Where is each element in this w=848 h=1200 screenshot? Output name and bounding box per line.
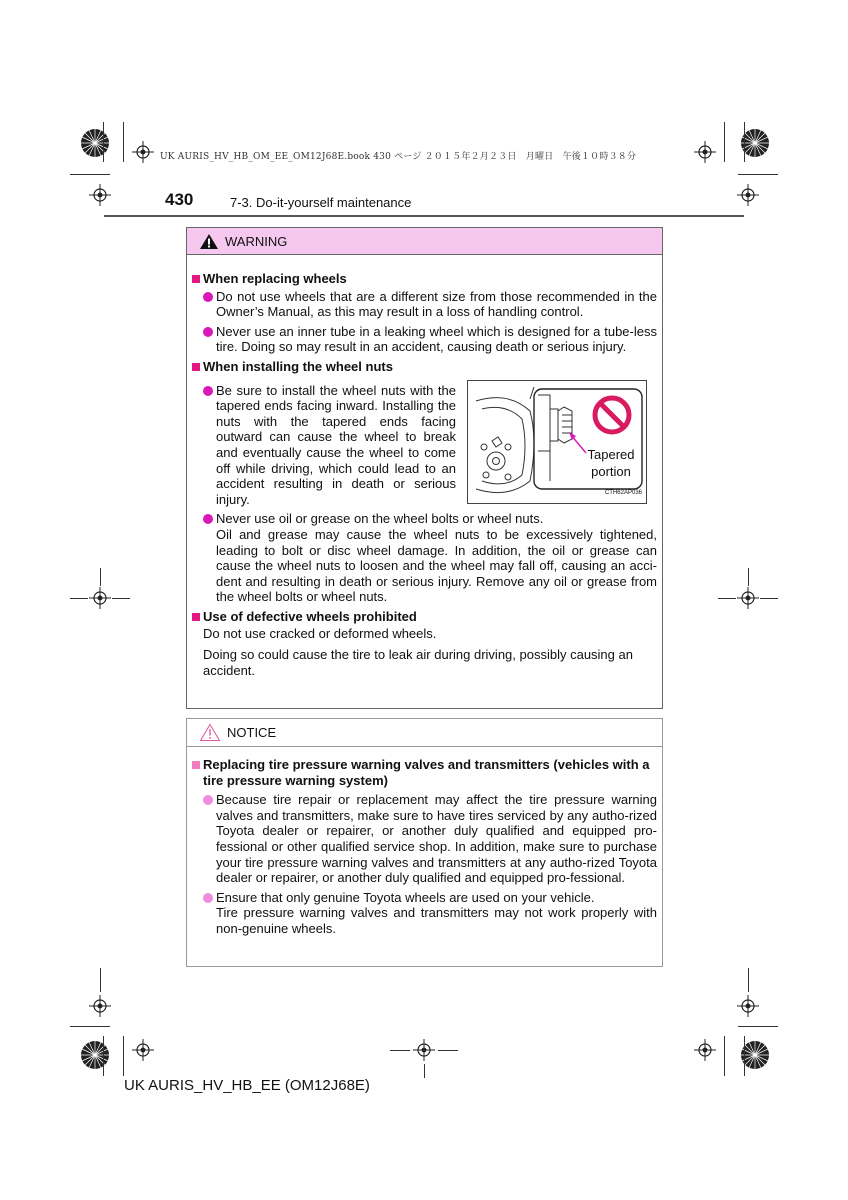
bullet-dot-icon [203,514,213,524]
list-item [203,383,456,508]
crosshair-mark-icon [89,995,111,1017]
tapered-portion-label: Tapered portion [587,446,635,479]
list-item-text: Never use an inner tube in a leaking wheel which is designed for a tube-less tire. Doing so may result in an accident, causing death or serious injury. [216,323,657,355]
header-divider [104,215,744,217]
notice-box [186,718,663,967]
page-number: 430 [165,190,194,209]
crosshair-mark-icon [132,1039,154,1061]
section-title: 7-3. Do-it-yourself maintenance [230,195,412,210]
notice-content [187,747,662,937]
square-bullet-icon [192,363,200,371]
subheading [192,757,657,788]
list-item-text: Do not use wheels that are a different size from those recommended in the Owner’s Manual, as this may result in a loss of handling control. [216,288,657,320]
crosshair-mark-icon [89,587,111,609]
list-item [203,792,657,886]
crosshair-mark-icon [694,1039,716,1061]
subheading [192,271,657,287]
list-item-text: Ensure that only genuine Toyota wheels are used on your vehicle. [216,889,595,905]
list-item-detail: Oil and grease may cause the wheel nuts to be excessively tightened, leading to bolt or disc wheel damage. In addition, the oil or grease can cause the wheel nuts to loosen and the wheel may fall off, causing an acci-dent and resulting in death or serious injury. Remove any oil or grease from the wheel bolts or wheel nuts. [216,526,657,605]
subheading-text: Use of defective wheels prohibited [203,608,417,624]
crosshair-mark-icon [89,184,111,206]
list-item-text: Never use oil or grease on the wheel bolts or wheel nuts. [216,511,544,527]
warning-triangle-icon [199,233,219,250]
notice-header [187,719,662,747]
registration-rosette-icon [80,128,110,158]
manual-code: UK AURIS_HV_HB_EE (OM12J68E) [124,1077,370,1094]
bullet-dot-icon [203,893,213,903]
wheel-nut-illustration [467,380,647,504]
crosshair-mark-icon [694,141,716,163]
square-bullet-icon [192,761,200,769]
crosshair-mark-icon [737,995,759,1017]
bullet-dot-icon [203,386,213,396]
list-item [203,324,657,355]
list-item-detail: Tire pressure warning valves and transmitters may not work properly with non-genuine wheels. [216,905,657,936]
subheading-text: When replacing wheels [203,271,347,286]
warning-content [187,255,662,678]
list-item [203,511,657,605]
bullet-dot-icon [203,292,213,302]
paragraph: Do not use cracked or deformed wheels. [203,626,437,642]
subheading-text: Replacing tire pressure warning valves and transmitters (vehicles with a tire pressure warning system) [203,757,650,788]
crosshair-mark-icon [737,587,759,609]
notice-label: NOTICE [227,725,277,740]
registration-rosette-icon [80,1040,110,1070]
list-item-text: Because tire repair or replacement may affect the tire pressure warning valves and transmitters, make sure to have tires serviced by any autho-rized Toyota dealer or repairer, or another duly qualified and equipped pro-fessional or other qualified service shop. In addition, make sure to purchase your tire pressure warning valves and transmitters at any autho-rized Toyota dealer or repairer, or another duly qualified and equipped pro-fessional. [216,792,657,886]
warning-box [186,227,663,709]
notice-triangle-icon [199,723,221,742]
crosshair-mark-icon [132,141,154,163]
subheading-text: When installing the wheel nuts [203,358,393,374]
warning-label: WARNING [225,233,288,249]
subheading [192,359,657,375]
crosshair-mark-icon [413,1039,435,1061]
list-item [203,890,657,937]
figure-code: CTH62AP036 [604,489,642,496]
bullet-dot-icon [203,327,213,337]
list-item-text: Be sure to install the wheel nuts with the tapered ends facing inward. Installing the nuts with the tapered ends facing outward can cause the wheel to break and eventually cause the wheel to come off while driving, which could lead to an accident resulting in death or serious injury. [216,382,456,507]
square-bullet-icon [192,275,200,283]
bullet-dot-icon [203,795,213,805]
list-item [203,289,657,320]
paragraph: Doing so could cause the tire to leak air during driving, possibly causing an accident. [203,647,633,678]
square-bullet-icon [192,613,200,621]
subheading [192,609,657,625]
crosshair-mark-icon [737,184,759,206]
warning-header [187,228,662,255]
wheel-hub-drawing [468,381,646,503]
wheel-nut-row [192,375,657,508]
book-print-header: UK AURIS_HV_HB_OM_EE_OM12J68E.book 430 ページ ２０１５年２月２３日 月曜日 午後１０時３８分 [160,152,637,162]
